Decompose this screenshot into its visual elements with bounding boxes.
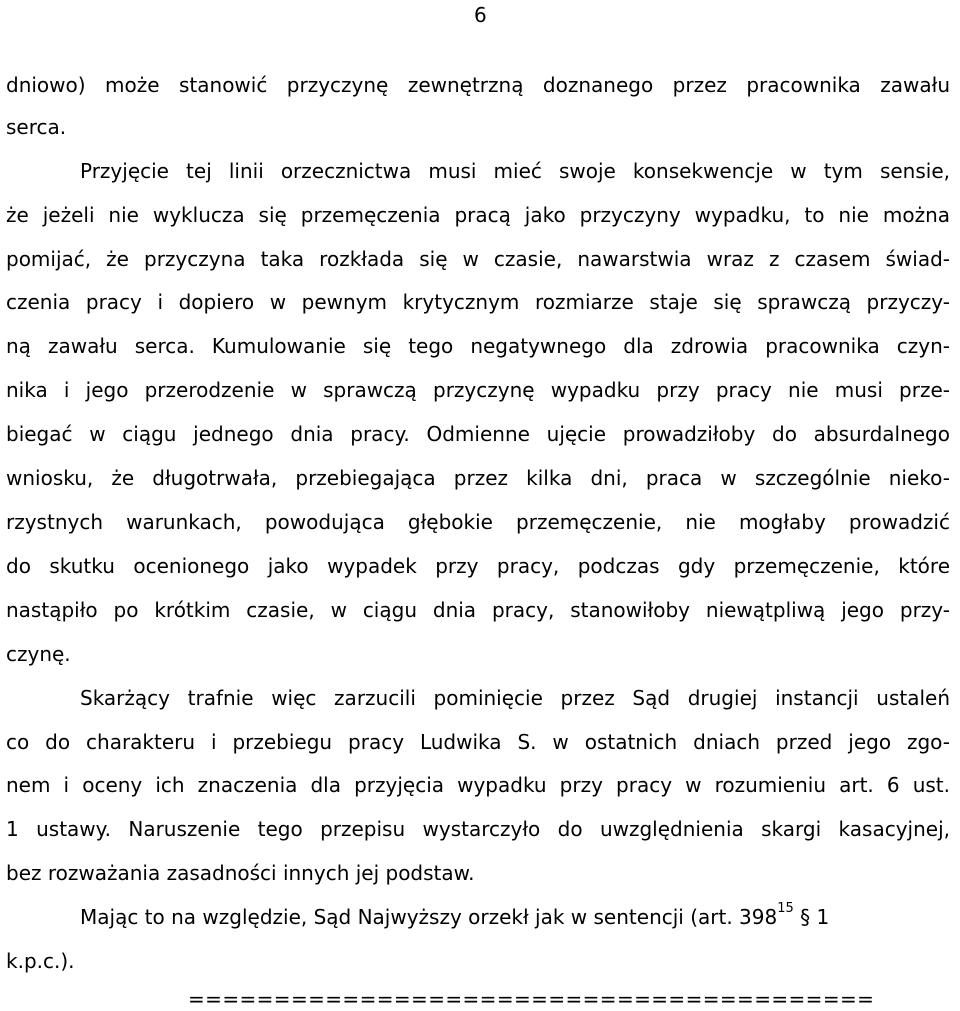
- text-line: 1 ustawy. Naruszenie tego przepisu wystarczyło do uwzględnienia skargi kasacyjnej,: [6, 817, 950, 841]
- page-number: 6: [474, 3, 487, 27]
- text-line: wniosku, że długotrwała, przebiegająca przez kilka dni, praca w szczególnie nieko-: [6, 466, 950, 490]
- text-line: bez rozważania zasadności innych jej podstaw.: [6, 861, 475, 885]
- text-line: serca.: [6, 115, 67, 139]
- closing-sentence-text: Mając to na względzie, Sąd Najwyższy orzekł jak w sentencji (art. 398: [80, 905, 778, 929]
- text-line: nika i jego przerodzenie w sprawczą przyczynę wypadku przy pracy nie musi prze-: [6, 378, 950, 402]
- text-line: dniowo) może stanowić przyczynę zewnętrzną doznanego przez pracownika zawału: [6, 73, 950, 97]
- text-line: nem i oceny ich znaczenia dla przyjęcia wypadku przy pracy w rozumieniu art. 6 ust.: [6, 773, 950, 797]
- text-line: do skutku ocenionego jako wypadek przy pracy, podczas gdy przemęczenie, które: [6, 554, 950, 578]
- text-line: czynę.: [6, 642, 71, 666]
- closing-sentence-line: [80, 902, 829, 936]
- text-line: nastąpiło po krótkim czasie, w ciągu dnia pracy, stanowiłoby niewątpliwą jego przy-: [6, 598, 950, 622]
- text-line: pomijać, że przyczyna taka rozkłada się w czasie, nawarstwia wraz z czasem świad-: [6, 247, 950, 271]
- separator-line: ========================================: [188, 987, 875, 1011]
- text-line: czenia pracy i dopiero w pewnym krytycznym rozmiarze staje się sprawczą przyczy-: [6, 290, 950, 314]
- paragraph-start-line: Skarżący trafnie więc zarzucili pominięcie przez Sąd drugiej instancji ustaleń: [80, 686, 950, 710]
- text-line: k.p.c.).: [6, 949, 75, 973]
- text-line: że jeżeli nie wyklucza się przemęczenia pracą jako przyczyny wypadku, to nie można: [6, 203, 950, 227]
- text-line: ną zawału serca. Kumulowanie się tego negatywnego dla zdrowia pracownika czyn-: [6, 334, 950, 358]
- article-superscript: 15: [777, 901, 794, 916]
- text-line: co do charakteru i przebiegu pracy Ludwika S. w ostatnich dniach przed jego zgo-: [6, 730, 950, 754]
- text-line: rzystnych warunkach, powodująca głębokie przemęczenie, nie mogłaby prowadzić: [6, 510, 950, 534]
- closing-sentence-tail: § 1: [793, 905, 830, 929]
- paragraph-start-line: Przyjęcie tej linii orzecznictwa musi mieć swoje konsekwencje w tym sensie,: [80, 159, 950, 183]
- text-line: biegać w ciągu jednego dnia pracy. Odmienne ujęcie prowadziłoby do absurdalnego: [6, 422, 950, 446]
